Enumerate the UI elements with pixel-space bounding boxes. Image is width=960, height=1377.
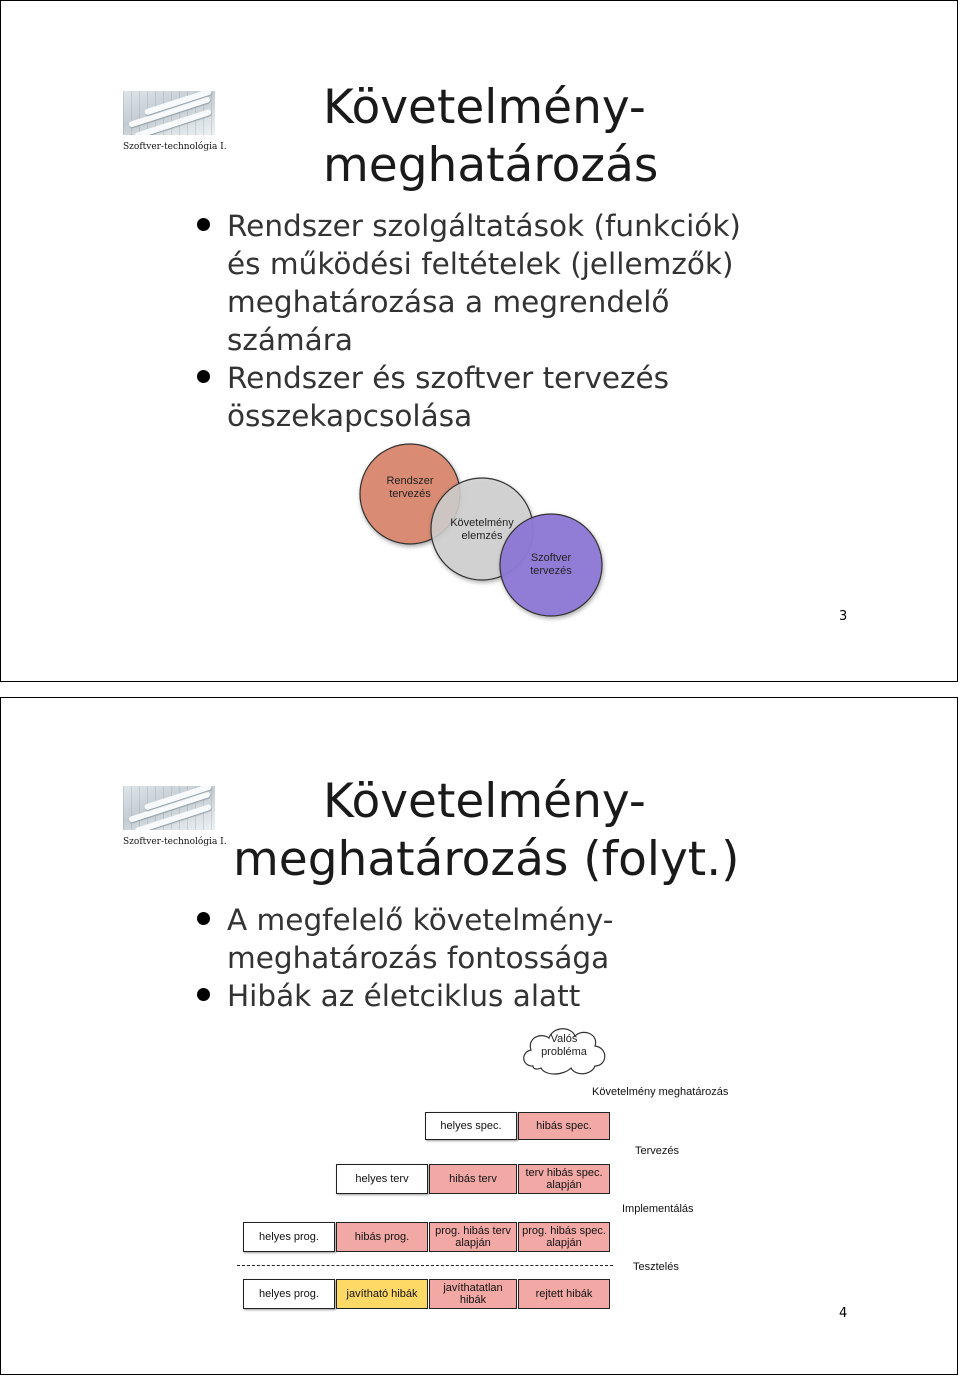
bullet-line: Rendszer szolgáltatások (funkciók) xyxy=(227,209,741,243)
bullet-item xyxy=(197,901,613,977)
box-terv-hibas-spec xyxy=(518,1164,610,1194)
bullet-line: és működési feltételek (jellemzők) xyxy=(227,247,734,281)
bullet-dot-icon xyxy=(197,988,210,1001)
bullet-line: A megfelelő követelmény- xyxy=(227,903,614,937)
cloud-label-line: probléma xyxy=(541,1046,587,1058)
course-logo-image xyxy=(123,786,215,830)
bullet-line: meghatározás fontossága xyxy=(227,941,610,975)
box-helyes-prog-tested: helyes prog. xyxy=(243,1279,335,1309)
bullet-item xyxy=(197,977,613,1015)
page-number: 3 xyxy=(839,609,848,624)
bullet-dot-icon xyxy=(197,218,210,231)
box-label-line: alapján xyxy=(455,1237,491,1249)
box-helyes-spec: helyes spec. xyxy=(425,1112,517,1140)
box-javithato-hibak: javítható hibák xyxy=(336,1279,428,1309)
box-helyes-terv: helyes terv xyxy=(336,1164,428,1194)
box-label-line: hibák xyxy=(459,1294,487,1306)
phase-label-implementation: Implementálás xyxy=(622,1203,694,1215)
box-label-line: alapján xyxy=(546,1179,582,1191)
box-label-line: alapján xyxy=(546,1237,582,1249)
box-hibas-terv: hibás terv xyxy=(429,1164,517,1194)
venn-label-rendszer xyxy=(370,475,450,501)
slide-title-line1: Követelmény- xyxy=(323,774,646,829)
page-number: 4 xyxy=(839,1306,848,1321)
slide-title-line2: meghatározás xyxy=(323,138,659,193)
bullet-line: összekapcsolása xyxy=(227,399,473,433)
bullet-item xyxy=(197,359,741,435)
bullet-dot-icon xyxy=(197,370,210,383)
box-label-line: prog. hibás terv xyxy=(435,1225,511,1237)
bullet-line: Hibák az életciklus alatt xyxy=(227,979,581,1013)
bullet-list xyxy=(197,901,613,1015)
venn-label-line: Szoftver xyxy=(530,552,572,564)
venn-label-line: tervezés xyxy=(389,488,431,500)
logo-caption: Szoftver-technológia I. xyxy=(123,142,227,152)
slide-title-line1: Követelmény- xyxy=(323,80,646,135)
bullet-line: meghatározása a megrendelő xyxy=(227,285,670,319)
bullet-dot-icon xyxy=(197,912,210,925)
bullet-line: Rendszer és szoftver tervezés xyxy=(227,361,670,395)
box-helyes-prog: helyes prog. xyxy=(243,1222,335,1252)
bullet-list xyxy=(197,207,741,435)
box-label-line: terv hibás spec. xyxy=(525,1167,603,1179)
box-rejtett-hibak: rejtett hibák xyxy=(518,1279,610,1309)
testing-separator-line xyxy=(237,1265,613,1266)
venn-label-szoftver xyxy=(511,552,591,578)
cloud-label-line: Valós xyxy=(550,1033,578,1045)
phase-label-requirements: Követelmény meghatározás xyxy=(592,1086,729,1098)
box-label-line: prog. hibás spec. xyxy=(522,1225,606,1237)
bullet-line: számára xyxy=(227,323,353,357)
slide-4 xyxy=(0,697,958,1375)
box-prog-hibas-spec xyxy=(518,1222,610,1252)
box-javithatatlan-hibak xyxy=(429,1279,517,1309)
venn-label-line: Követelmény xyxy=(450,517,514,529)
box-hibas-spec: hibás spec. xyxy=(518,1112,610,1140)
venn-label-kovetelmeny xyxy=(442,517,522,543)
cloud-label xyxy=(524,1033,604,1059)
phase-label-design: Tervezés xyxy=(635,1145,680,1157)
venn-label-line: tervezés xyxy=(530,565,572,577)
logo-caption: Szoftver-technológia I. xyxy=(123,837,227,847)
box-hibas-prog: hibás prog. xyxy=(336,1222,428,1252)
slide-title-line2: meghatározás (folyt.) xyxy=(233,832,740,887)
phase-label-testing: Tesztelés xyxy=(633,1261,679,1273)
course-logo-image xyxy=(123,91,215,135)
bullet-item xyxy=(197,207,741,359)
venn-label-line: elemzés xyxy=(461,530,503,542)
venn-label-line: Rendszer xyxy=(386,475,434,487)
box-label-line: javíthatatlan xyxy=(443,1282,503,1294)
box-prog-hibas-terv xyxy=(429,1222,517,1252)
slide-3 xyxy=(0,0,958,682)
